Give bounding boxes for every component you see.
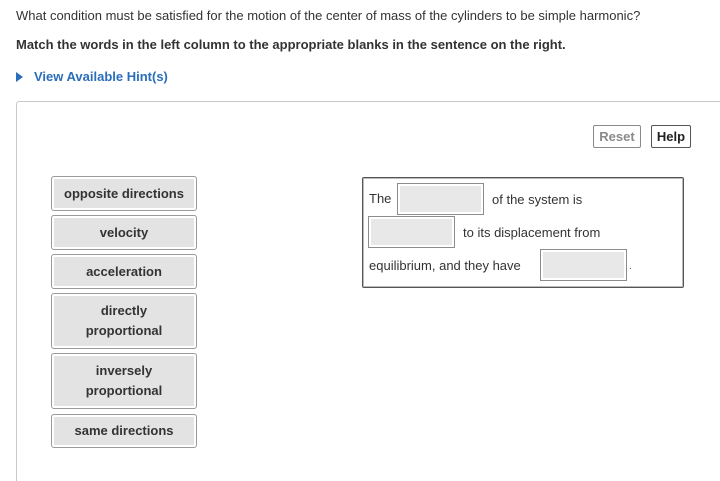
sentence-text-displacement: to its displacement from [463, 225, 601, 240]
word-tile-line: inversely [95, 363, 153, 378]
word-tile-line: proportional [85, 383, 163, 398]
view-hints-link[interactable] [16, 69, 168, 84]
blank-3[interactable] [540, 249, 627, 281]
word-tile-label: velocity [99, 224, 149, 240]
reset-button[interactable]: Reset [593, 125, 641, 148]
word-tile-directly-proportional[interactable] [51, 293, 197, 349]
instruction-text: Match the words in the left column to the appropriate blanks in the sentence on the right. [16, 37, 566, 52]
help-button[interactable]: Help [651, 125, 691, 148]
word-tile-label: acceleration [86, 263, 162, 279]
blank-2[interactable] [368, 216, 455, 248]
word-tile-opposite-directions[interactable] [51, 176, 197, 211]
word-tile-label: same directions [74, 423, 174, 438]
word-tile-inversely-proportional[interactable] [51, 353, 197, 409]
word-tile-velocity[interactable] [51, 215, 197, 250]
sentence-text-equilibrium: equilibrium, and they have [369, 258, 521, 273]
question-text: What condition must be satisfied for the motion of the center of mass of the cylinders to be simple harmonic? [16, 8, 641, 23]
word-tile-acceleration[interactable] [51, 254, 197, 289]
word-tile-label [86, 361, 163, 401]
caret-right-icon [16, 72, 23, 82]
word-tile-line: proportional [85, 323, 163, 338]
word-tile-label: opposite directions [64, 185, 184, 201]
view-hints-label: View Available Hint(s) [34, 69, 168, 84]
sentence-text-the: The [369, 191, 392, 206]
sentence-text-of-system: of the system is [492, 192, 583, 207]
word-tile-line: directly [100, 303, 148, 318]
blank-1[interactable] [397, 183, 484, 215]
word-tile-label [86, 301, 163, 341]
word-tile-same-directions[interactable] [51, 414, 197, 448]
sentence-period: . [629, 261, 632, 272]
